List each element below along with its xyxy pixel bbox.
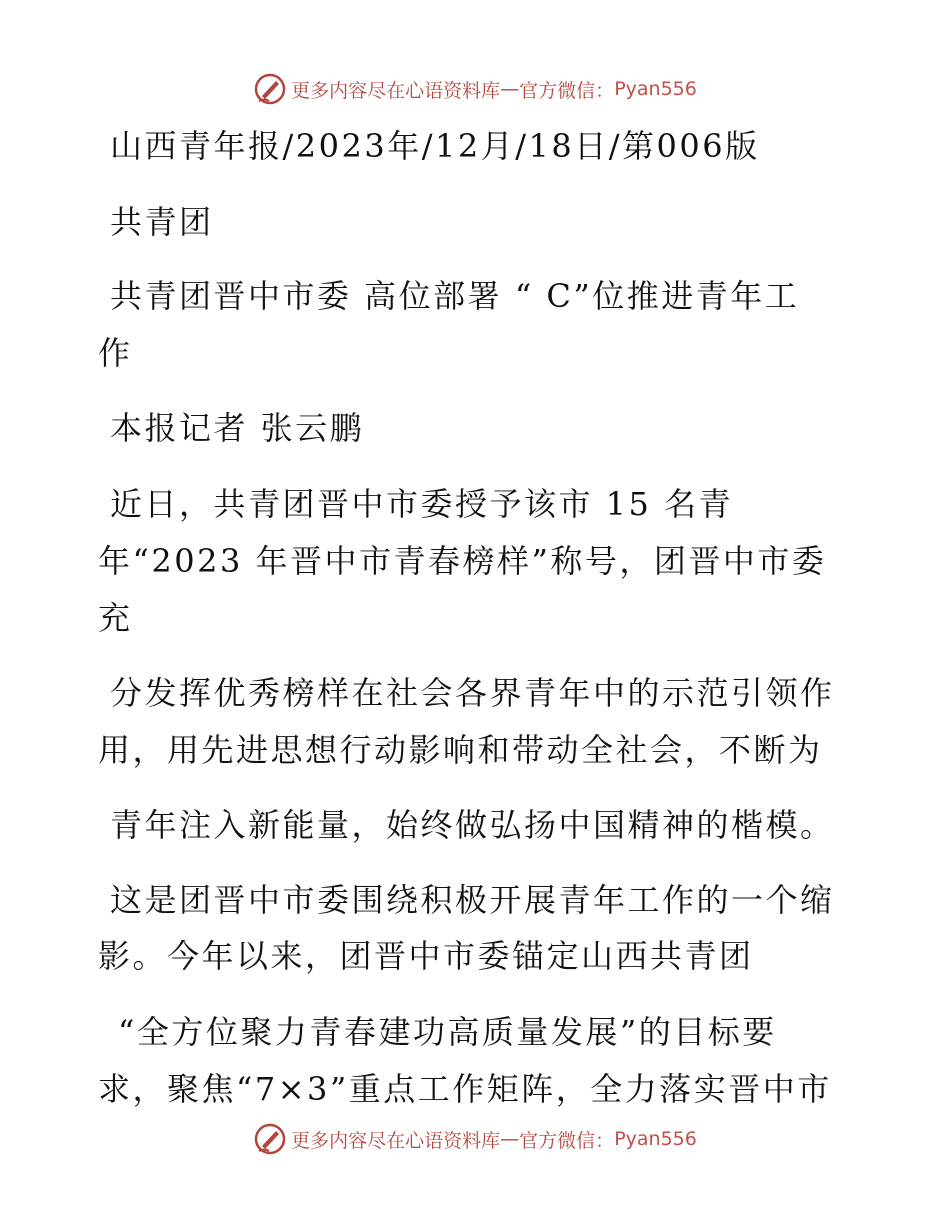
byline: 本报记者 张云鹏 (110, 409, 365, 447)
watermark-header (0, 72, 950, 106)
paragraph-line: 求，聚焦“7×3”重点工作矩阵，全力落实晋中市 (98, 1070, 832, 1108)
watermark-footer (0, 1122, 950, 1156)
watermark-official: 官方微信： (519, 1129, 615, 1152)
watermark-text: 更多内容尽在心语资料库 (291, 1129, 501, 1152)
headline-line-2: 作 (98, 334, 133, 372)
paragraph-line: 这是团晋中市委围绕积极开展青年工作的一个缩 (110, 881, 835, 919)
watermark-wechat-id: Pyan556 (614, 1128, 697, 1150)
paragraph-line: 青年注入新能量，始终做弘扬中国精神的楷模。 (110, 806, 835, 844)
paragraph-line: 用，用先进思想行动影响和带动全社会，不断为 (98, 731, 823, 769)
watermark-text: 更多内容尽在心语资料库 (291, 79, 501, 102)
paragraph-line: 分发挥优秀榜样在社会各界青年中的示范引领作 (110, 674, 835, 712)
paragraph-line: 影。今年以来，团晋中市委锚定山西共青团 (98, 937, 754, 975)
section-label: 共青团 (110, 203, 214, 241)
headline-line-1: 共青团晋中市委 高位部署 “ C”位推进青年工 (110, 277, 800, 315)
watermark-official: 官方微信： (519, 79, 615, 102)
pen-seal-icon (253, 1122, 287, 1156)
watermark-separator: — (500, 78, 520, 100)
paragraph-line: 充 (98, 599, 133, 637)
watermark-wechat-id: Pyan556 (614, 78, 697, 100)
paragraph-line: “全方位聚力青春建功高质量发展”的目标要 (118, 1013, 777, 1051)
pen-seal-icon (253, 72, 287, 106)
source-line: 山西青年报/2023年/12月/18日/第006版 (110, 127, 760, 165)
paragraph-line: 近日，共青团晋中市委授予该市 15 名青 (110, 485, 734, 523)
paragraph-line: 年“2023 年晋中市青春榜样”称号，团晋中市委 (98, 542, 827, 580)
watermark-separator: — (500, 1128, 520, 1150)
